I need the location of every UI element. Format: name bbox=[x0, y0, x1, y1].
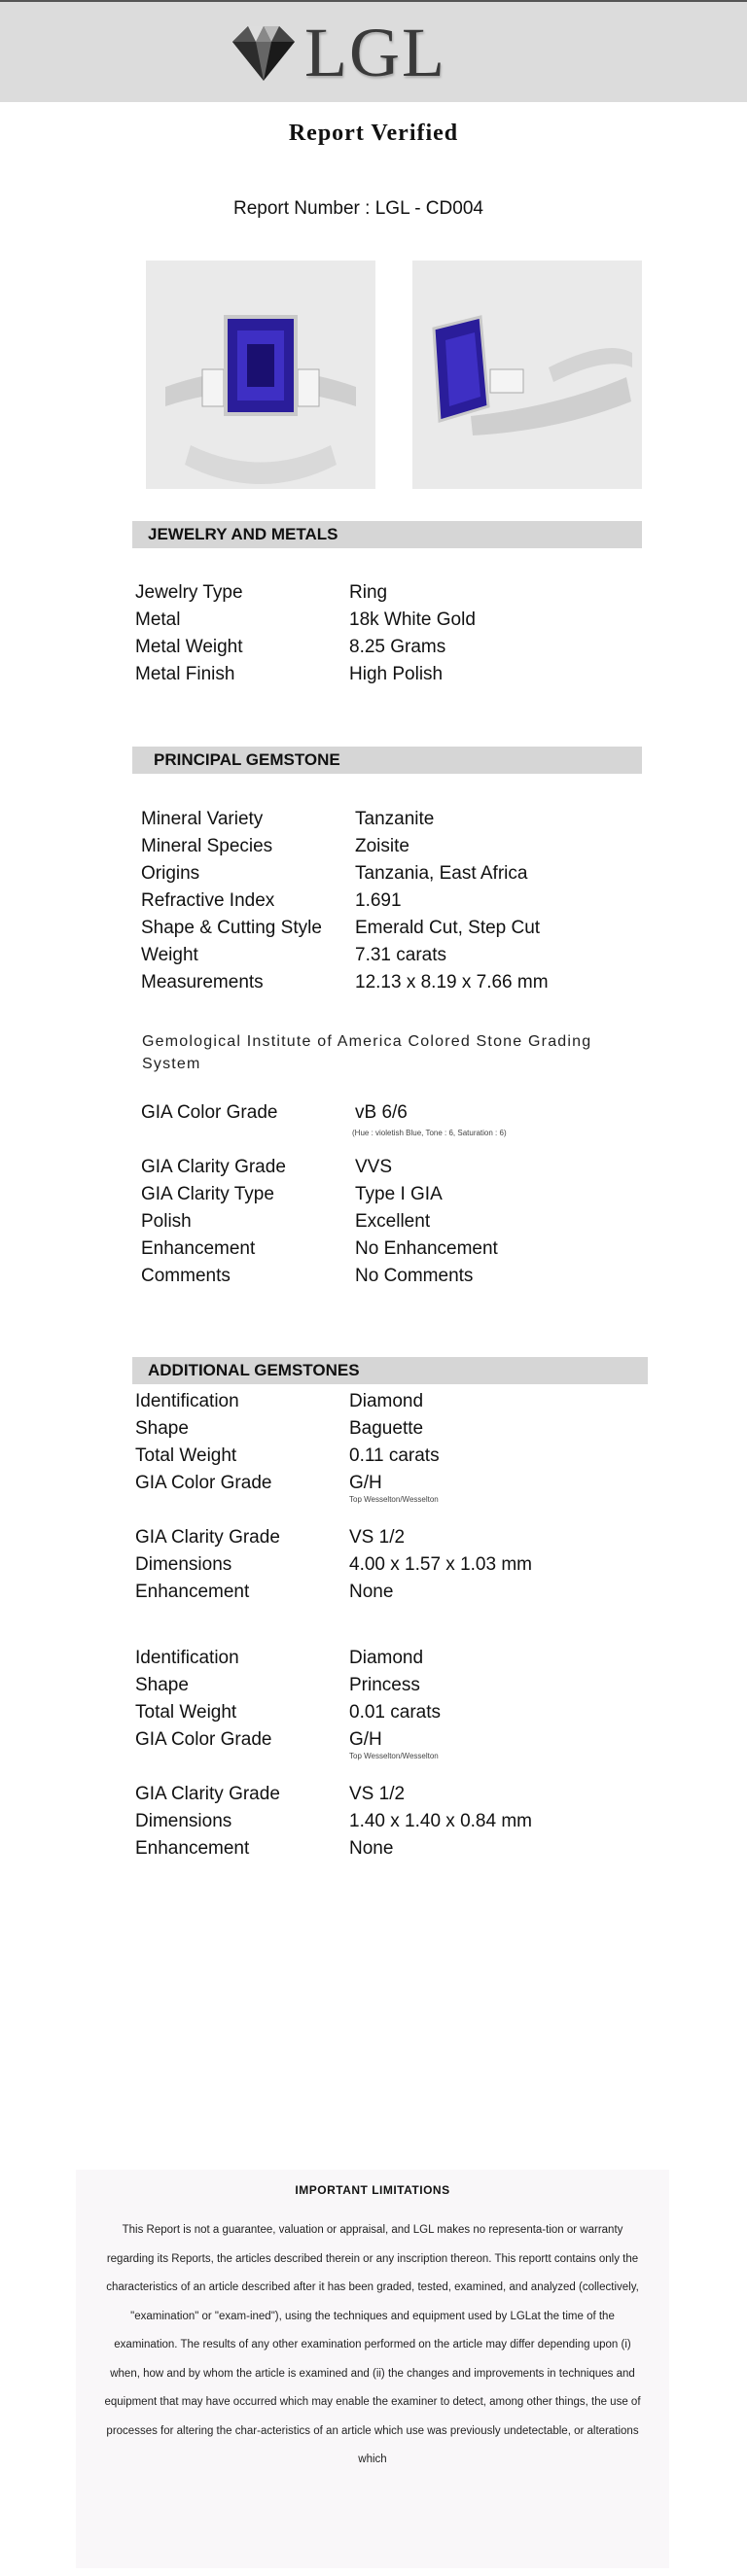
row-value: Excellent bbox=[355, 1211, 431, 1232]
row-value: VVS bbox=[355, 1157, 393, 1177]
row-label: Origins bbox=[141, 863, 200, 884]
row-label: Shape bbox=[135, 1675, 189, 1695]
row-label: Shape bbox=[135, 1418, 189, 1439]
page-title: Report Verified bbox=[288, 121, 459, 146]
row-value: G/H bbox=[349, 1729, 382, 1750]
lgl-logo[interactable] bbox=[229, 16, 446, 89]
limitations-heading: IMPORTANT LIMITATIONS bbox=[295, 2183, 450, 2197]
row-label: Dimensions bbox=[135, 1811, 232, 1831]
row-label: GIA Clarity Grade bbox=[141, 1157, 286, 1177]
row-value: 0.11 carats bbox=[349, 1445, 440, 1466]
row-label: Total Weight bbox=[135, 1445, 237, 1466]
row-value: 7.31 carats bbox=[355, 945, 446, 965]
row-label: Total Weight bbox=[135, 1702, 237, 1723]
row-label: GIA Clarity Grade bbox=[135, 1784, 280, 1804]
row-value: Emerald Cut, Step Cut bbox=[355, 918, 541, 938]
row-label: GIA Color Grade bbox=[135, 1473, 272, 1493]
row-label: Enhancement bbox=[135, 1582, 250, 1602]
row-label: Identification bbox=[135, 1648, 239, 1668]
row-value: 18k White Gold bbox=[349, 609, 476, 630]
row-label: GIA Clarity Type bbox=[141, 1184, 274, 1204]
row-label: Enhancement bbox=[141, 1238, 256, 1259]
row-label: Measurements bbox=[141, 972, 264, 992]
ring-side-photo bbox=[412, 261, 642, 489]
row-value: Tanzanite bbox=[355, 809, 435, 829]
row-value: None bbox=[349, 1582, 394, 1602]
color-grade-note: (Hue : violetish Blue, Tone : 6, Saturation : 6) bbox=[352, 1129, 507, 1137]
row-label: Comments bbox=[141, 1266, 231, 1286]
row-label: Shape & Cutting Style bbox=[141, 918, 322, 938]
row-label: Enhancement bbox=[135, 1838, 250, 1859]
site-header bbox=[0, 0, 747, 102]
row-value: Ring bbox=[349, 582, 388, 603]
row-value: Princess bbox=[349, 1675, 420, 1695]
row-value: 4.00 x 1.57 x 1.03 mm bbox=[349, 1554, 532, 1575]
row-value: G/H bbox=[349, 1473, 382, 1493]
logo-text: LGL bbox=[304, 14, 446, 91]
row-value: VS 1/2 bbox=[349, 1784, 406, 1804]
report-number: Report Number : LGL - CD004 bbox=[233, 198, 483, 219]
row-value: None bbox=[349, 1838, 394, 1859]
row-label: GIA Clarity Grade bbox=[135, 1527, 280, 1548]
section-heading-additional: ADDITIONAL GEMSTONES bbox=[132, 1357, 648, 1384]
row-value: Zoisite bbox=[355, 836, 409, 856]
ring-front-photo bbox=[146, 261, 375, 489]
row-label: Weight bbox=[141, 945, 198, 965]
row-label: Metal Weight bbox=[135, 637, 243, 657]
row-value: 8.25 Grams bbox=[349, 637, 446, 657]
color-grade-note: Top Wesselton/Wesselton bbox=[349, 1752, 439, 1760]
diamond-icon bbox=[229, 20, 299, 85]
row-label: Metal bbox=[135, 609, 181, 630]
row-label: Mineral Variety bbox=[141, 809, 264, 829]
row-value: No Comments bbox=[355, 1266, 474, 1286]
row-value: Type I GIA bbox=[355, 1184, 443, 1204]
row-value: 1.40 x 1.40 x 0.84 mm bbox=[349, 1811, 532, 1831]
row-label: Metal Finish bbox=[135, 664, 235, 684]
row-value: High Polish bbox=[349, 664, 444, 684]
row-label: GIA Color Grade bbox=[135, 1729, 272, 1750]
color-grade-note: Top Wesselton/Wesselton bbox=[349, 1495, 439, 1504]
row-value: 1.691 bbox=[355, 890, 402, 911]
row-label: Mineral Species bbox=[141, 836, 273, 856]
row-value: Tanzania, East Africa bbox=[355, 863, 528, 884]
row-label: Refractive Index bbox=[141, 890, 275, 911]
row-value: Diamond bbox=[349, 1648, 424, 1668]
row-label: GIA Color Grade bbox=[141, 1102, 278, 1123]
row-value: VS 1/2 bbox=[349, 1527, 406, 1548]
row-value: No Enhancement bbox=[355, 1238, 498, 1259]
gia-grading-heading: Gemological Institute of America Colored Stone Grading System bbox=[142, 1033, 592, 1072]
section-heading-principal: PRINCIPAL GEMSTONE bbox=[132, 747, 642, 774]
section-heading-jewelry: JEWELRY AND METALS bbox=[132, 521, 642, 548]
limitations-text: This Report is not a guarantee, valuation or appraisal, and LGL makes no representa-tion or warranty regarding its Reports, the articles described therein or any inscription thereon. This reportt contains only the characteristics of an article described after it has been graded, tested, examined, and analyzed (collectively, "examination" or "exam-ined"), using the techniques and equipment used by LGLat the time of the examination. The results of any other examination performed on the article may differ depending upon (i) when, how and by whom the article is examined and (ii) the changes and improvements in techniques and equipment that may have occurred which may enable the examiner to detect, among other things, the use of processes for altering the char-acteristics of an article which use was previously undetectable, or alterations which bbox=[104, 2224, 641, 2465]
row-value: 12.13 x 8.19 x 7.66 mm bbox=[355, 972, 549, 992]
row-value: 0.01 carats bbox=[349, 1702, 441, 1723]
row-value: Diamond bbox=[349, 1391, 424, 1411]
limitations-box bbox=[76, 2170, 669, 2568]
row-label: Dimensions bbox=[135, 1554, 232, 1575]
row-label: Jewelry Type bbox=[135, 582, 243, 603]
row-value: vB 6/6 bbox=[355, 1102, 408, 1123]
row-value: Baguette bbox=[349, 1418, 424, 1439]
row-label: Identification bbox=[135, 1391, 239, 1411]
row-label: Polish bbox=[141, 1211, 192, 1232]
